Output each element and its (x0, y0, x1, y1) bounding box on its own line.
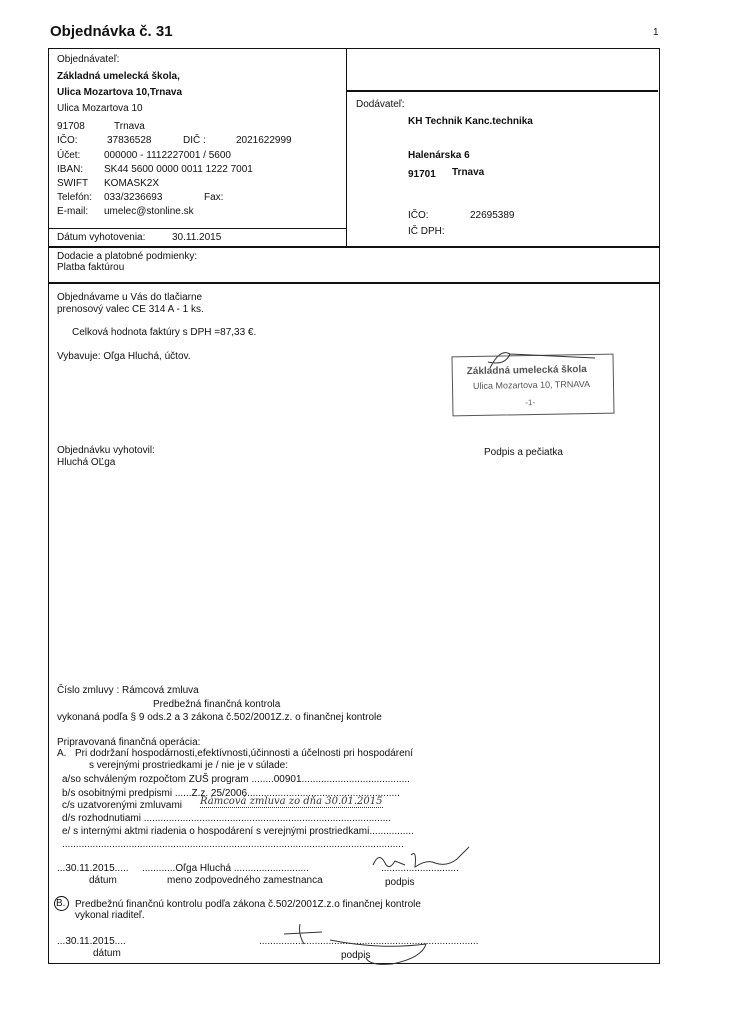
orderer-swift-label: SWIFT (57, 178, 89, 189)
creation-date: 30.11.2015 (172, 232, 222, 243)
order-line-2: prenosový valec CE 314 A - 1 ks. (57, 304, 204, 315)
line-b-regulations: b/s osobitnými predpismi ......Z.z. 25/2006....................................................... (62, 788, 400, 799)
stamp-line-3: -1- (525, 397, 536, 408)
supplier-top-line (346, 90, 658, 92)
control-performed: vykonaná podľa § 9 ods.2 a 3 zákona č.502/2001Z.z. o finančnej kontrole (57, 712, 382, 723)
section-b-mark: B. (56, 898, 66, 909)
created-by-label: Objednávku vyhotovil: (57, 445, 155, 456)
orderer-swift: KOMASK2X (104, 178, 160, 189)
date-label-2: dátum (93, 948, 121, 959)
supplier-zip: 91701 (408, 169, 436, 180)
handwritten-signature-1 (365, 845, 475, 877)
section-a-text-2: s verejnými prostriedkami je / nie je v súlade: (89, 760, 288, 771)
orderer-email: umelec@stonline.sk (104, 206, 194, 217)
orderer-ico-label: IČO: (57, 135, 78, 146)
handwritten-signature-2 (270, 920, 440, 970)
signature-label-1: podpis (385, 877, 415, 888)
line-c-contracts: c/s uzatvorenými zmluvami (62, 800, 183, 811)
stamp-signature (470, 340, 610, 380)
page-title: Objednávka č. 31 (50, 23, 173, 40)
date-1: ...30.11.2015..... (57, 863, 129, 874)
orderer-dic-label: DIČ : (183, 135, 206, 146)
signature-stamp-label: Podpis a pečiatka (484, 447, 563, 458)
section-line-2 (49, 282, 659, 284)
dotted-line: ........................................................................................................................... (62, 839, 404, 850)
date-line (49, 228, 347, 229)
terms-label: Dodacie a platobné podmienky: (57, 251, 198, 262)
section-b-text-2: vykonal riaditeľ. (75, 910, 145, 921)
supplier-city: Trnava (452, 167, 485, 178)
terms-value: Platba faktúrou (57, 262, 125, 273)
orderer-label: Objednávateľ: (57, 54, 120, 65)
order-line-1: Objednávame u Vás do tlačiarne (57, 292, 203, 303)
pre-control-title: Predbežná finančná kontrola (153, 699, 281, 710)
handwritten-contract: Rámcová zmluva zo dňa 30.01.2015 (200, 796, 383, 807)
creation-date-label: Dátum vyhotovenia: (57, 232, 146, 243)
date-2: ...30.11.2015.... (57, 936, 126, 947)
orderer-street-bold: Ulica Mozartova 10,Trnava (57, 87, 183, 98)
created-by: Hluchá OĽga (57, 457, 116, 468)
section-a-mark: A. (57, 748, 67, 759)
section-line-1 (49, 246, 659, 248)
responsible-label: meno zodpovedného zamestnanca (167, 875, 323, 886)
handled-by: Vybavuje: Oľga Hluchá, účtov. (57, 351, 191, 362)
orderer-fax-label: Fax: (204, 192, 224, 203)
orderer-zip: 91708 (57, 121, 85, 132)
prepared-operation-label: Pripravovaná finančná operácia: (57, 737, 201, 748)
orderer-ico: 37836528 (107, 135, 152, 146)
orderer-phone-label: Telefón: (57, 192, 93, 203)
header-column-divider (346, 49, 347, 247)
orderer-account-label: Účet: (57, 150, 81, 161)
orderer-account: 000000 - 1112227001 / 5600 (104, 150, 231, 161)
stamp-line-1: Základná umelecká škola (466, 364, 587, 378)
orderer-iban-label: IBAN: (57, 164, 84, 175)
supplier-ico-label: IČO: (408, 210, 429, 221)
order-total: Celková hodnota faktúry s DPH =87,33 €. (72, 327, 257, 338)
signature-dots-1: ............................ (381, 863, 459, 874)
orderer-iban: SK44 5600 0000 0011 1222 7001 (104, 164, 253, 175)
orderer-street: Ulica Mozartova 10 (57, 103, 143, 114)
contract-number: Číslo zmluvy : Rámcová zmluva (57, 685, 199, 696)
orderer-phone: 033/3236693 (104, 192, 163, 203)
stamp-line-2: Ulica Mozartova 10, TRNAVA (472, 379, 591, 392)
supplier-ico: 22695389 (470, 210, 515, 221)
line-e-internal: e/ s internými aktmi riadenia o hospodárení s verejnými prostriedkami................ (62, 826, 414, 837)
section-a-text: Pri dodržaní hospodárnosti,efektívnosti,účinnosti a účelnosti pri hospodárení (75, 748, 413, 759)
supplier-street: Halenárska 6 (408, 150, 470, 161)
orderer-city: Trnava (114, 121, 145, 132)
supplier-name: KH Technik Kanc.technika (408, 116, 533, 127)
page-number: 1 (653, 27, 659, 38)
date-label-1: dátum (89, 875, 117, 886)
orderer-email-label: E-mail: (57, 206, 89, 217)
supplier-label: Dodávateľ: (356, 99, 405, 110)
supplier-icdph-label: IČ DPH: (408, 226, 445, 237)
orderer-dic: 2021622999 (236, 135, 292, 146)
line-d-decisions: d/s rozhodnutiami ......................................................................................... (62, 813, 391, 824)
section-b-text: Predbežnú finančnú kontrolu podľa zákona č.502/2001Z.z.o finančnej kontrole (75, 899, 421, 910)
line-a-budget: a/so schváleným rozpočtom ZUŠ program ........00901....................................... (62, 774, 410, 785)
responsible-name: ............Oľga Hluchá ........................... (142, 863, 309, 874)
orderer-name: Základná umelecká škola, (57, 71, 180, 82)
signature-label-2: podpis (341, 950, 371, 961)
signature-dots-2: ............................................................................... (259, 936, 479, 947)
